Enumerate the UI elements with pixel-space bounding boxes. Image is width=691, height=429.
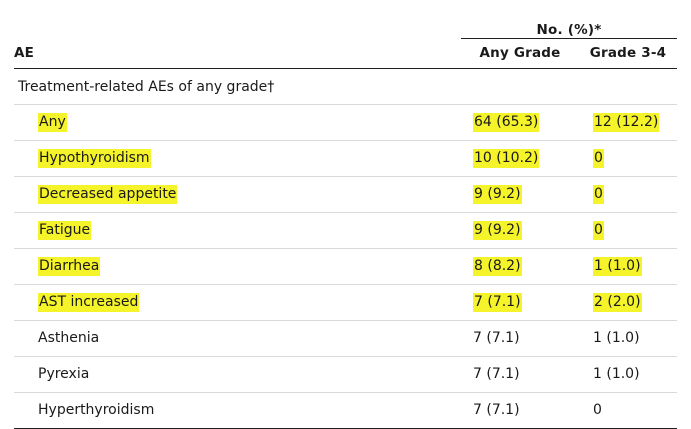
grade-3-4-text: 12 (12.2) [593, 113, 659, 132]
grade-3-4-text: 1 (1.0) [593, 366, 640, 383]
ae-name-cell [14, 249, 461, 285]
ae-name-cell [14, 285, 461, 321]
table-row [14, 213, 677, 249]
table-row [14, 285, 677, 321]
ae-name-text: Diarrhea [38, 257, 100, 276]
any-grade-text: 7 (7.1) [473, 402, 520, 419]
ae-name-text: Fatigue [38, 221, 91, 240]
any-grade-text: 9 (9.2) [473, 185, 522, 204]
grade-3-4-cell [579, 141, 677, 177]
grade-3-4-text: 0 [593, 402, 602, 419]
grade-3-4-cell [579, 357, 677, 393]
any-grade-text: 64 (65.3) [473, 113, 539, 132]
column-header-any-grade: Any Grade [461, 39, 579, 69]
table-row [14, 321, 677, 357]
grade-3-4-text: 0 [593, 221, 604, 240]
grade-3-4-text: 1 (1.0) [593, 257, 642, 276]
column-header-ae: AE [14, 39, 461, 69]
any-grade-cell [461, 285, 579, 321]
grade-3-4-cell [579, 321, 677, 357]
ae-name-text: Hyperthyroidism [38, 402, 155, 419]
grade-3-4-cell [579, 105, 677, 141]
grade-3-4-text: 1 (1.0) [593, 330, 640, 347]
table-row [14, 141, 677, 177]
ae-name-text: Hypothyroidism [38, 149, 151, 168]
table-row [14, 393, 677, 429]
any-grade-text: 7 (7.1) [473, 293, 522, 312]
any-grade-text: 7 (7.1) [473, 366, 520, 383]
spanner-blank-cell [14, 8, 461, 39]
grade-3-4-text: 0 [593, 185, 604, 204]
any-grade-cell [461, 213, 579, 249]
any-grade-cell [461, 393, 579, 429]
ae-name-cell [14, 357, 461, 393]
group-heading-grade-3-4 [579, 69, 677, 105]
spanner-header-row [14, 8, 677, 39]
grade-3-4-cell [579, 249, 677, 285]
ae-name-cell [14, 105, 461, 141]
spanner-header-no-percent: No. (%)* [461, 8, 677, 39]
grade-3-4-text: 2 (2.0) [593, 293, 642, 312]
any-grade-cell [461, 357, 579, 393]
ae-name-text: Pyrexia [38, 366, 90, 383]
any-grade-cell [461, 105, 579, 141]
table-body [14, 69, 677, 429]
grade-3-4-cell [579, 213, 677, 249]
ae-name-text: Any [38, 113, 67, 132]
grade-3-4-cell [579, 285, 677, 321]
ae-name-cell [14, 177, 461, 213]
column-header-grade-3-4: Grade 3-4 [579, 39, 677, 69]
table-row [14, 105, 677, 141]
ae-name-cell [14, 321, 461, 357]
any-grade-cell [461, 141, 579, 177]
ae-name-cell [14, 393, 461, 429]
table-row [14, 177, 677, 213]
table-row [14, 357, 677, 393]
any-grade-cell [461, 177, 579, 213]
ae-name-text: Asthenia [38, 330, 100, 347]
ae-table-container [0, 8, 691, 429]
group-heading-any-grade [461, 69, 579, 105]
table-row-group-heading [14, 69, 677, 105]
any-grade-cell [461, 249, 579, 285]
ae-name-cell [14, 213, 461, 249]
ae-name-text: Decreased appetite [38, 185, 177, 204]
ae-name-cell [14, 141, 461, 177]
grade-3-4-text: 0 [593, 149, 604, 168]
any-grade-cell [461, 321, 579, 357]
any-grade-text: 9 (9.2) [473, 221, 522, 240]
group-heading-label: Treatment-related AEs of any grade† [14, 69, 461, 105]
any-grade-text: 7 (7.1) [473, 330, 520, 347]
column-header-row [14, 39, 677, 69]
adverse-events-table [14, 8, 677, 429]
grade-3-4-cell [579, 393, 677, 429]
table-header [14, 8, 677, 69]
any-grade-text: 10 (10.2) [473, 149, 539, 168]
table-row [14, 249, 677, 285]
grade-3-4-cell [579, 177, 677, 213]
top-spacer [0, 0, 691, 8]
any-grade-text: 8 (8.2) [473, 257, 522, 276]
ae-name-text: AST increased [38, 293, 139, 312]
